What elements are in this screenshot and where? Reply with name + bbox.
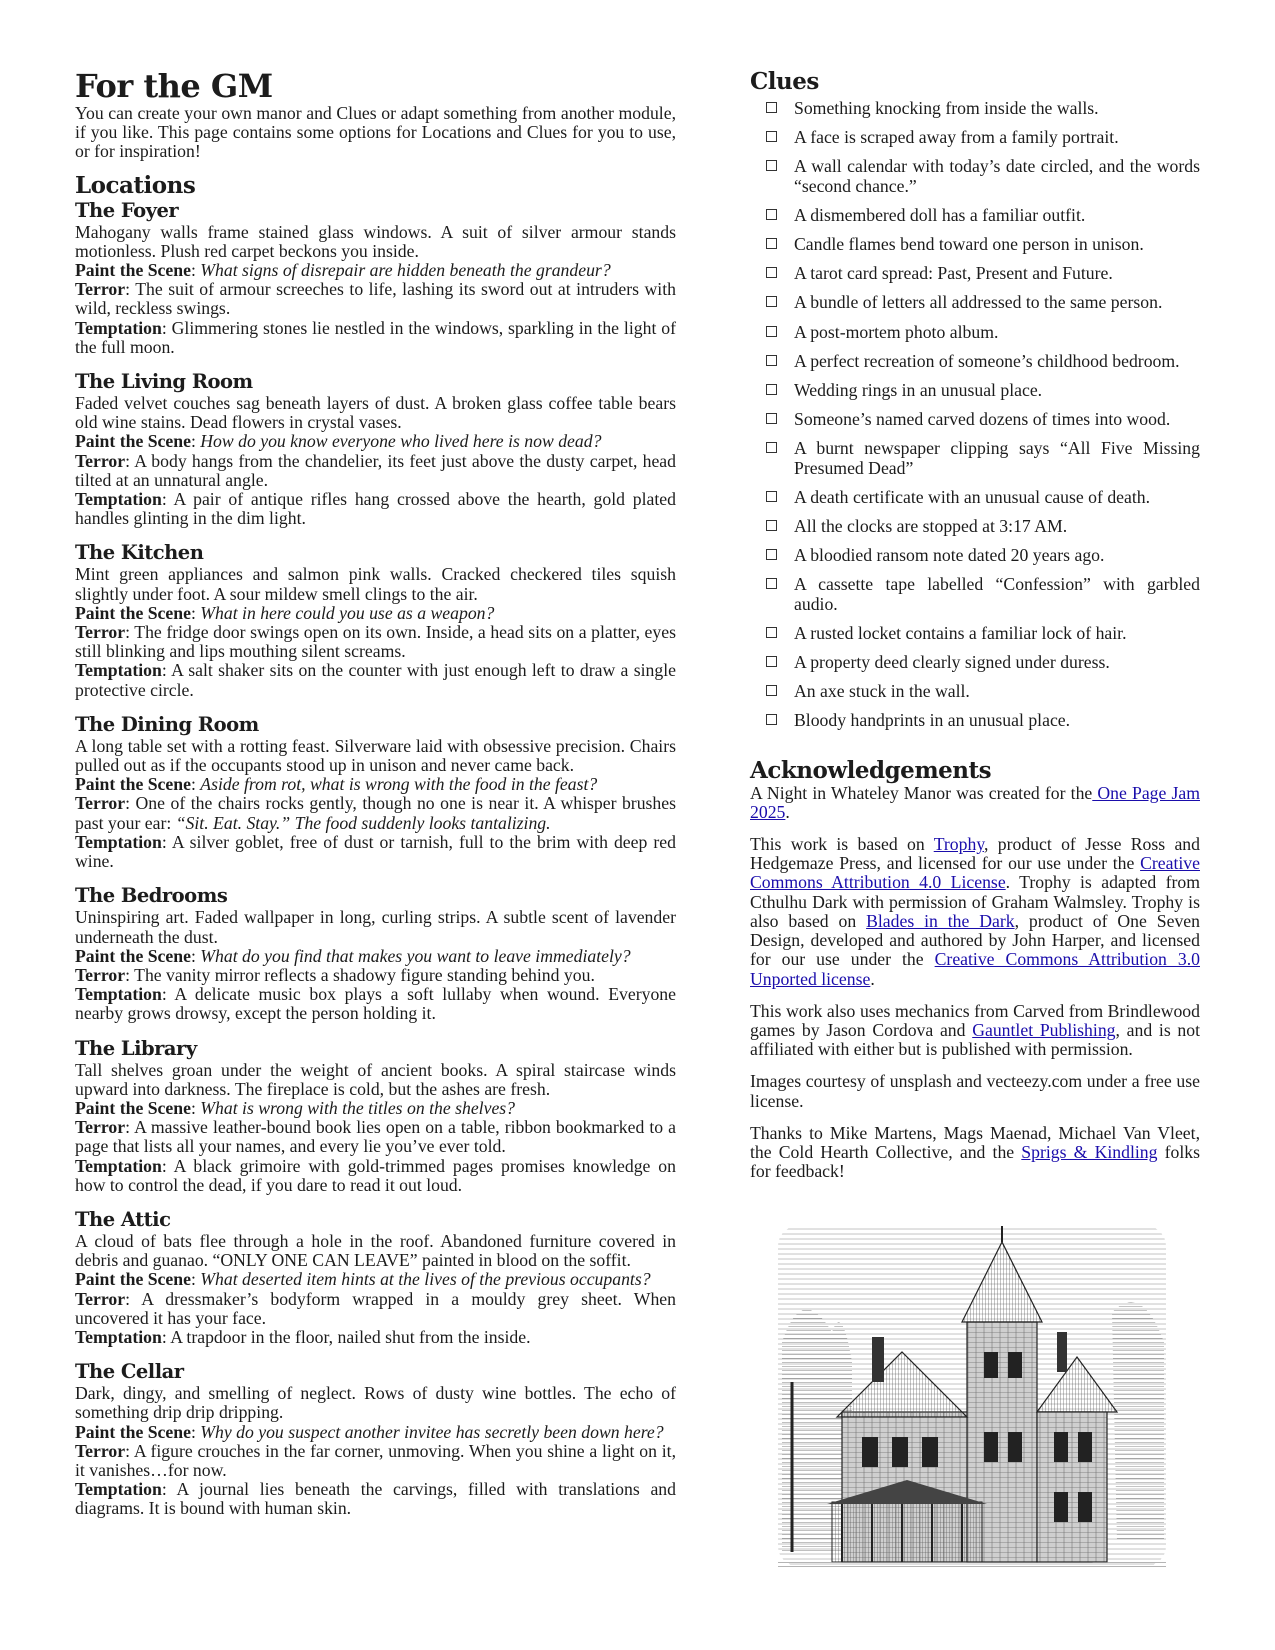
paint-question: What is wrong with the titles on the shelves? [200,1097,516,1118]
terror-whisper: “Sit. Eat. Stay.” The food suddenly looks tantalizing. [175,812,551,833]
clue-item [750,323,1200,342]
location-block [75,884,676,1023]
clue-text: A post-mortem photo album. [794,321,999,342]
terror-label: Terror [75,450,126,471]
location-block [75,1208,676,1347]
paint-label: Paint the Scene [75,602,191,623]
paint-question: What do you find that makes you want to leave immediately? [200,945,631,966]
paint-label: Paint the Scene [75,431,191,452]
location-terror: Terror: A body hangs from the chandelier, its feet just above the dusty carpet, head tilted at an unnatural angle. [75,450,676,490]
ack-paragraph-thanks: Thanks to Mike Martens, Mags Maenad, Michael Van Vleet, the Cold Hearth Collective, and the Sprigs & Kindling folks for feedback! [750,1122,1200,1182]
clue-item [750,488,1200,507]
location-description: Uninspiring art. Faded wallpaper in long, curling strips. A subtle scent of lavender underneath the dust. [75,907,676,947]
terror-label: Terror [75,964,126,985]
clue-text: A perfect recreation of someone’s childhood bedroom. [794,350,1180,371]
location-description: Mahogany walls frame stained glass windows. A suit of silver armour stands motionless. Plush red carpet beckons you inside. [75,221,676,261]
clue-text: A wall calendar with today’s date circled, and the words “second chance.” [794,156,1200,196]
location-paint-the-scene: Paint the Scene: What deserted item hints at the lives of the previous occupants? [75,1269,651,1290]
location-temptation: Temptation: A black grimoire with gold-trimmed pages promises knowledge on how to control the dead, if you dare to read it out loud. [75,1155,676,1195]
location-name: The Cellar [75,1360,184,1384]
location-terror: Terror: The suit of armour screeches to life, lashing its sword out at intruders with wild, reckless swings. [75,279,676,319]
checkbox-icon[interactable] [766,160,777,171]
clue-text: Wedding rings in an unusual place. [794,380,1043,401]
checkbox-icon[interactable] [766,209,777,220]
location-paint-the-scene: Paint the Scene: What is wrong with the titles on the shelves? [75,1097,516,1118]
acknowledgements-heading: Acknowledgements [750,756,992,784]
trophy-link[interactable]: Trophy [933,834,985,855]
gm-column [75,68,676,1532]
temptation-text: A black grimoire with gold-trimmed pages promises knowledge on how to control the dead, if you dare to read it out loud. [75,1155,676,1195]
location-description: A cloud of bats flee through a hole in the roof. Abandoned furniture covered in debris and guanao. “ONLY ONE CAN LEAVE” painted in blood on the soffit. [75,1230,676,1271]
location-name: The Living Room [75,370,253,394]
clue-text: Bloody handprints in an unusual place. [794,710,1071,731]
clue-item [750,653,1200,672]
location-block [75,370,676,528]
locations-list [75,199,676,1519]
terror-label: Terror [75,622,126,643]
checkbox-icon[interactable] [766,578,777,589]
ack-paragraph-license: This work is based on Trophy, product of Jesse Ross and Hedgemaze Press, and licensed for our use under the Creative Commons Attribution 4.0 License. Trophy is adapted from Cthulhu Dark with permission of Graham Walmsley. Trophy is also based on Blades in the Dark, product of One Seven Design, developed and authored by John Harper, and licensed for our use under the Creative Commons Attribution 3.0 Unported license. [750,834,1200,989]
one-page-jam-link[interactable]: One Page Jam 2025 [750,782,1200,822]
clues-column [750,68,1200,1181]
manor-illustration [772,1222,1172,1582]
temptation-label: Temptation [75,489,162,510]
checkbox-icon[interactable] [766,656,777,667]
terror-text: A massive leather-bound book lies open on a table, ribbon bookmarked to a page that lists all your names, and every lie you’ve ever told. [75,1117,676,1157]
clue-item [750,381,1200,400]
checkbox-icon[interactable] [766,384,777,395]
checkbox-icon[interactable] [766,355,777,366]
temptation-label: Temptation [75,1155,162,1176]
clue-item [750,206,1200,225]
checkbox-icon[interactable] [766,296,777,307]
paint-label: Paint the Scene [75,1269,191,1290]
blades-in-the-dark-link[interactable]: Blades in the Dark [866,910,1015,931]
checkbox-icon[interactable] [766,520,777,531]
acknowledgements-section [750,784,1200,1182]
paint-question: How do you know everyone who lived here is now dead? [200,431,602,452]
location-terror: Terror: The fridge door swings open on its own. Inside, a head sits on a platter, eyes still blinking and lips mouthing silent screams. [75,622,676,662]
paint-label: Paint the Scene [75,260,191,281]
location-block [75,1360,676,1518]
clue-text: A face is scraped away from a family portrait. [794,127,1119,148]
location-name: The Kitchen [75,541,204,565]
location-terror: Terror: A dressmaker’s bodyform wrapped in a mouldy grey sheet. When uncovered it has your face. [75,1288,676,1328]
gauntlet-publishing-link[interactable]: Gauntlet Publishing [972,1019,1116,1040]
clue-text: A cassette tape labelled “Confession” with garbled audio. [794,574,1200,614]
clues-list [750,99,1200,731]
clue-item [750,546,1200,565]
clue-text: A bloodied ransom note dated 20 years ago. [794,545,1105,566]
clue-item [750,575,1200,613]
location-description: A long table set with a rotting feast. Silverware laid with obsessive precision. Chairs pulled out as if the occupants stood up in unison and never came back. [75,735,676,776]
location-terror: Terror: One of the chairs rocks gently, though no one is near it. A whisper brushes past your ear: “Sit. Eat. Stay.” The food suddenly looks tantalizing. [75,793,676,833]
paint-question: Why do you suspect another invitee has secretly been down here? [200,1421,664,1442]
clue-text: Someone’s named carved dozens of times into wood. [794,409,1171,430]
location-terror: Terror: The vanity mirror reflects a shadowy figure standing behind you. [75,964,595,985]
checkbox-icon[interactable] [766,413,777,424]
location-temptation: Temptation: Glimmering stones lie nestled in the windows, sparkling in the light of the full moon. [75,317,676,357]
checkbox-icon[interactable] [766,131,777,142]
location-description: Faded velvet couches sag beneath layers of dust. A broken glass coffee table bears old wine stains. Dead flowers in crystal vases. [75,393,676,433]
terror-text: A body hangs from the chandelier, its feet just above the dusty carpet, head tilted at an unnatural angle. [75,450,676,490]
terror-label: Terror [75,1440,126,1461]
clue-item [750,624,1200,643]
paint-label: Paint the Scene [75,945,191,966]
temptation-text: A silver goblet, free of dust or tarnish, full to the brim with deep red wine. [75,831,676,872]
clue-item [750,157,1200,195]
location-paint-the-scene: Paint the Scene: What in here could you use as a weapon? [75,602,495,623]
terror-text: A dressmaker’s bodyform wrapped in a mouldy grey sheet. When uncovered it has your face. [75,1288,676,1328]
checkbox-icon[interactable] [766,102,777,113]
clue-text: A tarot card spread: Past, Present and Future. [794,263,1113,284]
sprigs-kindling-link[interactable]: Sprigs & Kindling [1021,1141,1158,1162]
checkbox-icon[interactable] [766,714,777,725]
location-block [75,199,676,357]
location-description: Tall shelves groan under the weight of ancient books. A spiral staircase winds upward into darkness. The fireplace is cold, but the ashes are fresh. [75,1059,676,1099]
clue-item [750,352,1200,371]
location-description: Dark, dingy, and smelling of neglect. Rows of dusty wine bottles. The echo of something drip drip dripping. [75,1383,676,1423]
location-name: The Bedrooms [75,884,228,908]
checkbox-icon[interactable] [766,627,777,638]
paint-question: What in here could you use as a weapon? [200,602,495,623]
temptation-label: Temptation [75,1479,162,1500]
location-temptation: Temptation: A salt shaker sits on the counter with just enough left to draw a single protective circle. [75,660,676,700]
checkbox-icon[interactable] [766,267,777,278]
clue-item [750,99,1200,118]
clue-text: A bundle of letters all addressed to the same person. [794,292,1163,313]
checkbox-icon[interactable] [766,326,777,337]
clue-text: Something knocking from inside the walls. [794,98,1099,118]
clue-text: A rusted locket contains a familiar lock of hair. [794,622,1127,643]
location-block [75,1037,676,1195]
location-temptation: Temptation: A trapdoor in the floor, nailed shut from the inside. [75,1326,531,1347]
terror-label: Terror [75,1117,126,1138]
location-terror: Terror: A figure crouches in the far corner, unmoving. When you shine a light on it, it vanishes…for now. [75,1440,676,1480]
temptation-label: Temptation [75,317,162,338]
temptation-label: Temptation [75,984,162,1005]
ack-paragraph-jam: A Night in Whateley Manor was created for the One Page Jam 2025. [750,782,1200,822]
location-name: The Attic [75,1207,171,1231]
clues-heading: Clues [750,68,819,95]
clue-item [750,293,1200,312]
clue-text: A dismembered doll has a familiar outfit. [794,204,1086,225]
location-name: The Foyer [75,198,179,222]
clue-text: All the clocks are stopped at 3:17 AM. [794,516,1068,537]
cc-by-4-link[interactable]: Creative Commons Attribution 4.0 License [750,853,1200,893]
terror-text: The fridge door swings open on its own. Inside, a head sits on a platter, eyes still blinking and lips mouthing silent screams. [75,622,676,662]
gm-intro: You can create your own manor and Clues or adapt something from another module, if you like. This page contains some options for Locations and Clues for you to use, or for inspiration! [75,103,676,162]
location-description: Mint green appliances and salmon pink walls. Cracked checkered tiles squish slightly under foot. A sour mildew smell clings to the air. [75,564,676,604]
clue-item [750,128,1200,147]
temptation-label: Temptation [75,1326,162,1347]
terror-label: Terror [75,279,126,300]
temptation-label: Temptation [75,831,162,852]
paint-question: What deserted item hints at the lives of the previous occupants? [200,1269,651,1290]
cc-by-3-link[interactable]: Creative Commons Attribution 3.0 Unported license [750,949,1200,989]
paint-question: Aside from rot, what is wrong with the food in the feast? [200,774,598,795]
location-temptation: Temptation: A pair of antique rifles hang crossed above the hearth, gold plated handles glinting in the dim light. [75,489,676,529]
ack-paragraph-carved: This work also uses mechanics from Carved from Brindlewood games by Jason Cordova and Gauntlet Publishing, and is not affiliated with either but is published with permission. [750,1000,1201,1060]
location-paint-the-scene: Paint the Scene: Why do you suspect another invitee has secretly been down here? [75,1421,664,1442]
terror-text: One of the chairs rocks gently, though no one is near it. A whisper brushes past your ear: [75,793,676,833]
clue-item [750,711,1200,730]
locations-heading: Locations [75,171,196,199]
clue-item [750,235,1200,254]
temptation-text: A trapdoor in the floor, nailed shut from the inside. [170,1326,531,1347]
paint-label: Paint the Scene [75,1097,191,1118]
terror-text: The vanity mirror reflects a shadowy figure standing behind you. [134,964,595,985]
terror-label: Terror [75,793,126,814]
checkbox-icon[interactable] [766,442,777,453]
location-temptation: Temptation: A silver goblet, free of dust or tarnish, full to the brim with deep red wine. [75,831,676,872]
location-temptation: Temptation: A journal lies beneath the carvings, filled with translations and diagrams. It is bound with human skin. [75,1479,676,1519]
clue-item [750,682,1200,701]
page-title: For the GM [75,67,273,105]
paint-label: Paint the Scene [75,774,191,795]
location-name: The Dining Room [75,712,259,736]
location-terror: Terror: A massive leather-bound book lies open on a table, ribbon bookmarked to a page that lists all your names, and every lie you’ve ever told. [75,1117,676,1157]
ack-paragraph-images: Images courtesy of unsplash and vecteezy.com under a free use license. [750,1071,1200,1111]
terror-text: The suit of armour screeches to life, lashing its sword out at intruders with wild, reckless swings. [75,279,676,319]
clue-text: Candle flames bend toward one person in unison. [794,234,1144,255]
clue-text: A death certificate with an unusual cause of death. [794,486,1151,507]
temptation-label: Temptation [75,660,162,681]
temptation-text: A delicate music box plays a soft lullaby when wound. Everyone nearby grows drowsy, except the person holding it. [75,984,676,1024]
clue-item [750,264,1200,283]
location-block [75,541,676,699]
location-name: The Library [75,1036,197,1060]
checkbox-icon[interactable] [766,685,777,696]
terror-text: A figure crouches in the far corner, unmoving. When you shine a light on it, it vanishes…for now. [75,1440,676,1480]
clue-text: A property deed clearly signed under duress. [794,652,1110,673]
location-paint-the-scene: Paint the Scene: How do you know everyone who lived here is now dead? [75,431,602,452]
clue-item [750,410,1200,429]
paint-question: What signs of disrepair are hidden beneath the grandeur? [200,260,611,281]
terror-label: Terror [75,1288,126,1309]
location-paint-the-scene: Paint the Scene: What signs of disrepair are hidden beneath the grandeur? [75,260,611,281]
clue-text: An axe stuck in the wall. [794,681,970,702]
checkbox-icon[interactable] [766,549,777,560]
temptation-text: Glimmering stones lie nestled in the windows, sparkling in the light of the full moon. [75,317,676,357]
location-paint-the-scene: Paint the Scene: Aside from rot, what is wrong with the food in the feast? [75,774,598,795]
location-paint-the-scene: Paint the Scene: What do you find that makes you want to leave immediately? [75,945,631,966]
clue-item [750,439,1200,477]
location-temptation: Temptation: A delicate music box plays a soft lullaby when wound. Everyone nearby grows drowsy, except the person holding it. [75,984,676,1024]
clue-text: A burnt newspaper clipping says “All Five Missing Presumed Dead” [794,438,1200,478]
temptation-text: A journal lies beneath the carvings, filled with translations and diagrams. It is bound with human skin. [75,1479,676,1519]
paint-label: Paint the Scene [75,1421,191,1442]
checkbox-icon[interactable] [766,491,777,502]
checkbox-icon[interactable] [766,238,777,249]
temptation-text: A pair of antique rifles hang crossed above the hearth, gold plated handles glinting in the dim light. [75,489,676,529]
location-block [75,713,676,871]
clue-item [750,517,1200,536]
temptation-text: A salt shaker sits on the counter with just enough left to draw a single protective circle. [75,660,676,700]
